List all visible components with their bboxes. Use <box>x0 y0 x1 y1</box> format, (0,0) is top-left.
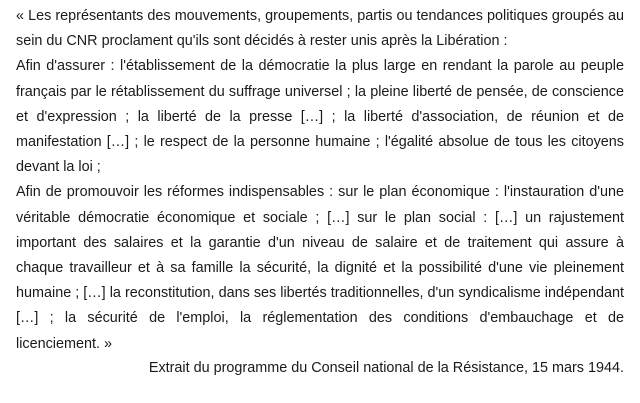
quote-paragraph-promouvoir: Afin de promouvoir les réformes indispensables : sur le plan économique : l'instauration d'une véritable démocratie économique et sociale ; […] sur le plan social : […] un rajustement important des salaires et la garantie d'un niveau de salaire et de traitement qui assure à chaque travailleur et à sa famille la sécurité, la dignité et la possibilité d'une vie pleinement humaine ; […] la reconstitution, dans ses libertés traditionnelles, d'un syndicalisme indépendant […] ; la sécurité de l'emploi, la réglementation des conditions d'embauchage et de licenciement. » <box>16 184 624 352</box>
quote-paragraph-intro: « Les représentants des mouvements, groupements, partis ou tendances politiques groupés au sein du CNR proclament qu'ils sont décidés à rester unis après la Libération : <box>16 8 624 50</box>
quote-paragraph-assurer: Afin d'assurer : l'établissement de la démocratie la plus large en rendant la parole au peuple français par le rétablissement du suffrage universel ; la pleine liberté de pensée, de conscience et d'expression ; la liberté de la presse […] ; la liberté d'association, de réunion et de manifestation […] ; le respect de la personne humaine ; l'égalité absolue de tous les citoyens devant la loi ; <box>16 58 624 176</box>
quote-block <box>16 4 624 357</box>
source-citation: Extrait du programme du Conseil national de la Résistance, 15 mars 1944. <box>148 360 624 376</box>
